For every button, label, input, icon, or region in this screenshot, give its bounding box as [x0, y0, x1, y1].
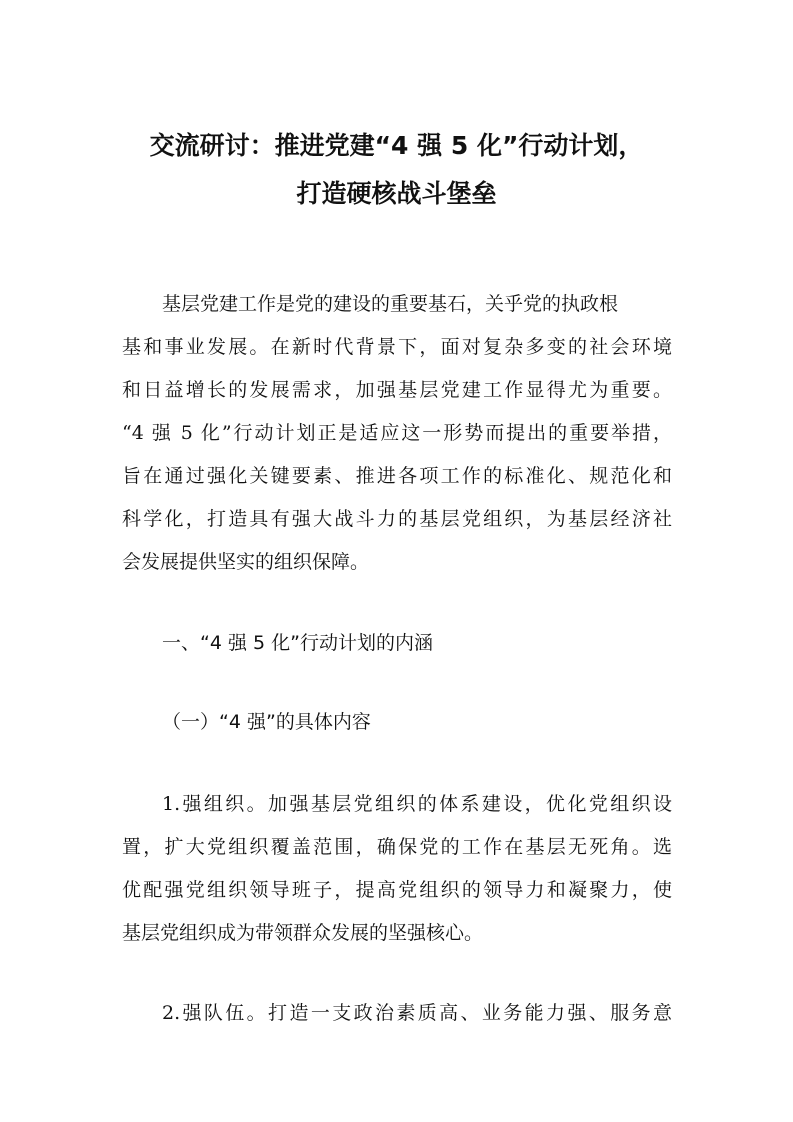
- intro-line-4: “4 强 5 化”行动计划正是适应这一形势而提出的重要举措，: [122, 422, 672, 444]
- section-1-heading: 一、“4 强 5 化”行动计划的内涵: [162, 632, 433, 654]
- document-title-line-2: 打造硬核战斗堡垒: [296, 179, 497, 208]
- subsection-1-heading: （一）“4 强”的具体内容: [162, 711, 371, 733]
- intro-line-3: 和日益增长的发展需求，加强基层党建工作显得尤为重要。: [122, 379, 672, 401]
- item-2-line-1: 2.强队伍。打造一支政治素质高、业务能力强、服务意: [162, 1002, 672, 1024]
- intro-line-1: 基层党建工作是党的建设的重要基石，关乎党的执政根: [162, 293, 619, 315]
- item-1-line-3: 优配强党组织领导班子，提高党组织的领导力和凝聚力，使: [122, 879, 672, 901]
- intro-line-7: 会发展提供坚实的组织保障。: [122, 551, 370, 573]
- item-1-line-2: 置，扩大党组织覆盖范围，确保党的工作在基层无死角。选: [122, 836, 672, 858]
- intro-line-5: 旨在通过强化关键要素、推进各项工作的标准化、规范化和: [122, 465, 672, 487]
- item-1-line-1: 1.强组织。加强基层党组织的体系建设，优化党组织设: [162, 793, 672, 815]
- item-1-line-4: 基层党组织成为带领群众发展的坚强核心。: [122, 922, 484, 944]
- document-title-line-1: 交流研讨：推进党建“4 强 5 化”行动计划，: [149, 131, 644, 160]
- intro-line-2: 基和事业发展。在新时代背景下，面对复杂多变的社会环境: [122, 336, 672, 358]
- intro-line-6: 科学化，打造具有强大战斗力的基层党组织，为基层经济社: [122, 508, 672, 530]
